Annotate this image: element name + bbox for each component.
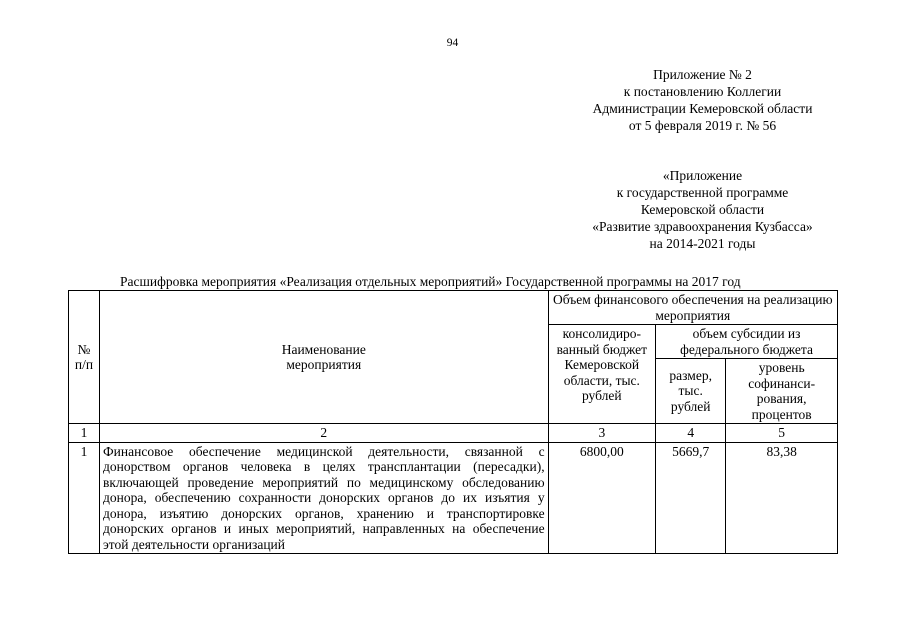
header-subsidy-size: размер, тыс. рублей xyxy=(656,359,726,424)
appendix-line: от 5 февраля 2019 г. № 56 xyxy=(628,118,777,133)
column-number-row xyxy=(69,424,838,443)
table-title: Расшифровка мероприятия «Реализация отдельных мероприятий» Государственной программы на 2017 год xyxy=(120,274,741,289)
program-appendix-line: «Приложение xyxy=(662,168,743,183)
row-subsidy-size: 5669,7 xyxy=(656,442,726,554)
appendix-line: Приложение № 2 xyxy=(653,67,752,82)
column-number: 4 xyxy=(656,424,726,443)
appendix-header xyxy=(555,66,850,134)
column-number: 5 xyxy=(726,424,838,443)
header-name: Наименование мероприятия xyxy=(100,291,549,424)
program-appendix-line: Кемеровской области xyxy=(640,202,765,217)
appendix-line: Администрации Кемеровской области xyxy=(592,101,813,116)
row-name: Финансовое обеспечение медицинской деятельности, связанной с донорством органов человека в целях трансплантации (пересадки), включающей проведение мероприятий по медицинскому обследованию донора, обеспечению сохранности донорских органов до их изъятия у донора, изъятию донорских органов, хранению и транспортировке донорских органов и иных мероприятий, направленных на обеспечение этой деятельности организаций xyxy=(100,442,549,554)
header-cofinancing-level: уровень софинанси-рования, процентов xyxy=(726,359,838,424)
program-appendix-line: «Развитие здравоохранения Кузбасса» xyxy=(592,219,813,234)
program-appendix-line: к государственной программе xyxy=(616,185,789,200)
header-funding: Объем финансового обеспечения на реализацию мероприятия xyxy=(548,291,837,325)
program-appendix-line: на 2014-2021 годы xyxy=(649,236,756,251)
page-number: 94 xyxy=(446,37,459,49)
row-cofinancing-level: 83,38 xyxy=(726,442,838,554)
header-budget: консолидиро-ванный бюджет Кемеровской области, тыс. рублей xyxy=(548,325,655,424)
row-num: 1 xyxy=(69,442,100,554)
appendix-line: к постановлению Коллегии xyxy=(623,84,782,99)
table-row xyxy=(69,442,838,554)
funding-table xyxy=(68,290,838,554)
header-num: № п/п xyxy=(69,291,100,424)
column-number: 3 xyxy=(548,424,655,443)
header-subsidy: объем субсидии из федерального бюджета xyxy=(656,325,838,359)
row-budget: 6800,00 xyxy=(548,442,655,554)
column-number: 1 xyxy=(69,424,100,443)
program-appendix-header xyxy=(555,167,850,252)
column-number: 2 xyxy=(100,424,549,443)
